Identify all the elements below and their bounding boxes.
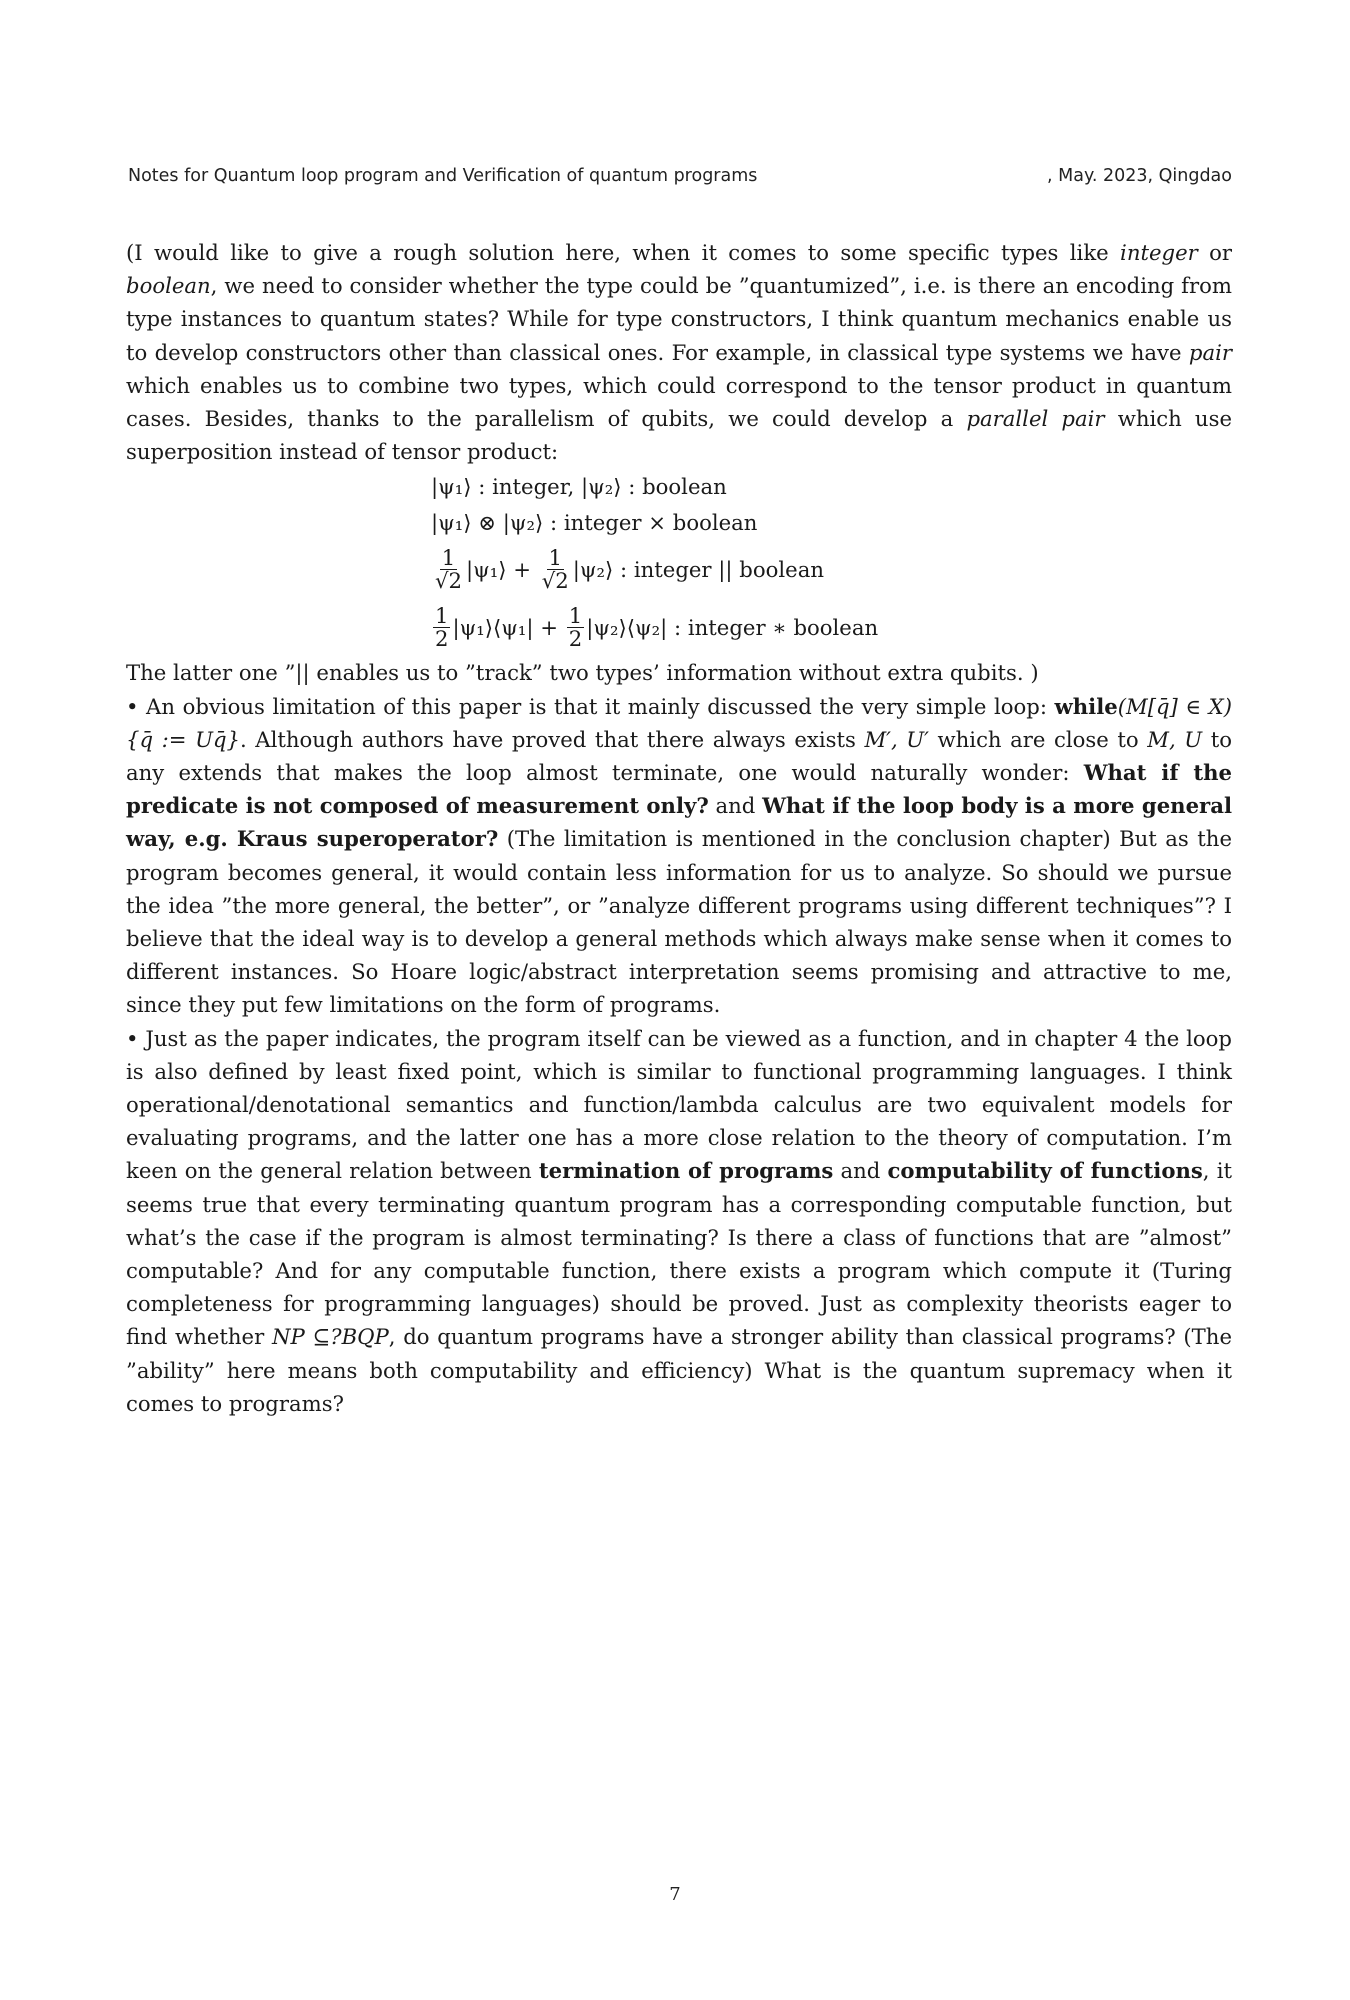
equation-block [126, 468, 1232, 656]
equation-line-3: $\frac{1}{√2}$ |ψ₁⟩ + $\frac{1}{√2}$ |ψ₂⟩ : integer || boolean [435, 544, 824, 593]
fraction: $\frac{1}{2}$ [568, 602, 583, 651]
body-text [126, 236, 1232, 1420]
paragraph-type-quantization: (I would like to give a rough solution here, when it comes to some specific types like integer or boolean, we need to consider whether the type could be ”quantumized”, i.e. is there an encoding from type instances to quantum states? While for type constructors, I think quantum mechanics enable us to develop constructors other than classical ones. For example, in classical type systems we have pair which enables us to combine two types, which could correspond to the tensor product in quantum cases. Besides, thanks to the parallelism of qubits, we could develop a parallel pair which use superposition instead of tensor product: [126, 240, 1232, 465]
running-header-venue: , May. 2023, Qingdao [1047, 166, 1232, 186]
paragraph-computability: • Just as the paper indicates, the program itself can be viewed as a function, and in chapter 4 the loop is also defined by least fixed point, which is similar to functional programming languages. I think operational/denotational semantics and function/lambda calculus are two equivalent models for evaluating programs, and the latter one has a more close relation to the theory of computation. I’m keen on the general relation between termination of programs and computability of functions, it seems true that every terminating quantum program has a corresponding computable function, but what’s the case if the program is almost terminating? Is there a class of functions that are ”almost” computable? And for any computable function, there exists a program which compute it (Turing completeness for programming languages) should be proved. Just as complexity theorists eager to find whether NP ⊆?BQP, do quantum programs have a stronger ability than classical programs? (The ”ability” here means both computability and efficiency) What is the quantum supremacy when it comes to programs? [126, 1025, 1232, 1416]
page-number: 7 [669, 1884, 681, 1905]
equation-line-4: $\frac{1}{2}$ |ψ₁⟩⟨ψ₁| + $\frac{1}{2}$ |ψ₂⟩⟨ψ₂| : integer ∗ boolean [435, 602, 879, 651]
running-header-title: Notes for Quantum loop program and Verification of quantum programs [128, 166, 758, 186]
paragraph-limitation: • An obvious limitation of this paper is that it mainly discussed the very simple loop: while(M[q̄] ∈ X){q̄ := Uq̄}. Although authors have proved that there always exists M′, U′ which are close to M, U to any extends that makes the loop almost terminate, one would naturally wonder: What if the predicate is not composed of measurement only? and What if the loop body is a more general way, e.g. Kraus superoperator? (The limitation is mentioned in the conclusion chapter) But as the program becomes general, it would contain less information for us to analyze. So should we pursue the idea ”the more general, the better”, or ”analyze different programs using different techniques”? I believe that the ideal way is to develop a general methods which always make sense when it comes to different instances. So Hoare logic/abstract interpretation seems promising and attractive to me, since they put few limitations on the form of programs. [126, 693, 1233, 1018]
fraction: $\frac{1}{2}$ [435, 602, 449, 651]
paragraph-parallel-pair-note: The latter one ”|| enables us to ”track” two types’ information without extra qubits. ) [126, 660, 1039, 686]
fraction: $\frac{1}{√2}$ [541, 544, 569, 593]
fraction: $\frac{1}{√2}$ [435, 544, 462, 593]
equation-line-2: |ψ₁⟩ ⊗ |ψ₂⟩ : integer × boolean [431, 509, 758, 535]
equation-line-1: |ψ₁⟩ : integer, |ψ₂⟩ : boolean [431, 473, 727, 499]
